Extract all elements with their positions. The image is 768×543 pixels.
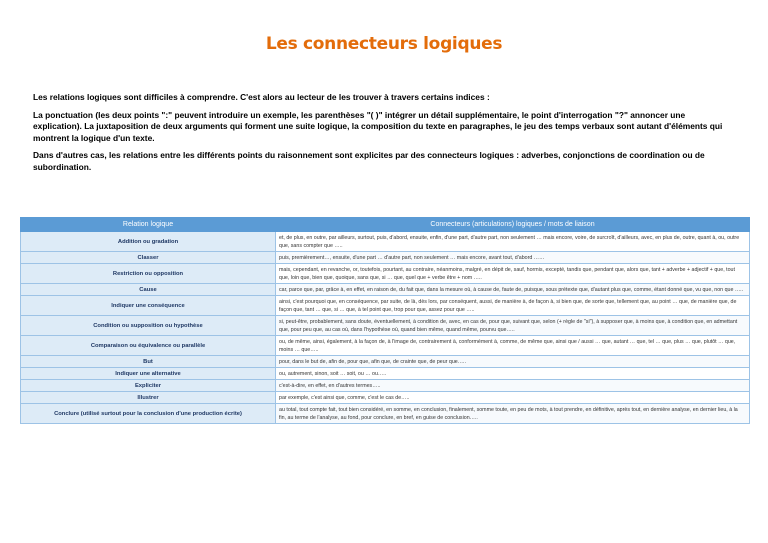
connectors-cell: puis, premièrement…, ensuite, d'une part … d'autre part, non seulement … mais encore, avant tout, d'abord …… — [276, 252, 750, 264]
connectors-cell: par exemple, c'est ainsi que, comme, c'est le cas de….. — [276, 392, 750, 404]
relation-cell: Expliciter — [21, 380, 276, 392]
connectors-cell: c'est-à-dire, en effet, en d'autres termes….. — [276, 380, 750, 392]
table-row — [21, 356, 750, 368]
relation-cell: Indiquer une alternative — [21, 368, 276, 380]
connectors-cell: ou, autrement, sinon, soit … soit, ou … ou….. — [276, 368, 750, 380]
table-row — [21, 336, 750, 356]
connectors-cell: car, parce que, par, grâce à, en effet, en raison de, du fait que, dans la mesure où, à cause de, faute de, puisque, sous prétexte que, d'autant plus que, comme, étant donné que, vu que, non que ….. — [276, 284, 750, 296]
table-row — [21, 380, 750, 392]
table-row — [21, 368, 750, 380]
relation-cell: But — [21, 356, 276, 368]
relation-cell: Cause — [21, 284, 276, 296]
table-row — [21, 392, 750, 404]
connectors-cell: pour, dans le but de, afin de, pour que, afin que, de crainte que, de peur que….. — [276, 356, 750, 368]
table-row — [21, 232, 750, 252]
relation-cell: Addition ou gradation — [21, 232, 276, 252]
relation-cell: Illustrer — [21, 392, 276, 404]
page-title: Les connecteurs logiques — [265, 34, 503, 54]
connectors-cell: au total, tout compte fait, tout bien considéré, en somme, en conclusion, finalement, somme toute, en peu de mots, à tout prendre, en définitive, après tout, en dernière analyse, en dernier lieu, à la fin, au terme de l'analyse, au fond, pour conclure, en bref, en guise de conclusion….. — [276, 404, 750, 424]
intro-text — [33, 92, 733, 180]
relation-cell: Conclure (utilisé surtout pour la conclusion d'une production écrite) — [21, 404, 276, 424]
table-row — [21, 252, 750, 264]
relation-cell: Restriction ou opposition — [21, 264, 276, 284]
table-row — [21, 404, 750, 424]
header-relation: Relation logique — [21, 218, 276, 232]
relation-cell: Condition ou supposition ou hypothèse — [21, 316, 276, 336]
header-connectors: Connecteurs (articulations) logiques / mots de liaison — [276, 218, 750, 232]
connectors-cell: mais, cependant, en revanche, or, toutefois, pourtant, au contraire, néanmoins, malgré, en dépit de, sauf, hormis, excepté, tandis que, pendant que, alors que, tant + adverbe + adjectif + que, tout que, loin que, bien que, quoique, sans que, si … que, quel que + verbe être + nom ….. — [276, 264, 750, 284]
intro-paragraph-3: Dans d'autres cas, les relations entre les différents points du raisonnement sont explicites par des connecteurs logiques : adverbes, conjonctions de coordination ou de subordination. — [33, 150, 705, 172]
connectors-cell: ou, de même, ainsi, également, à la façon de, à l'image de, contrairement à, conformément à, comme, de même que, ainsi que / aussi … que, autant … que, tel … que, plus … que, plutôt … que, moins … que….. — [276, 336, 750, 356]
connectors-cell: ainsi, c'est pourquoi que, en conséquence, par suite, de là, dès lors, par conséquent, aussi, de manière à, de façon à, si bien que, de sorte que, tellement que, au point … que, de manière que, de façon que, tant … que, si … que, à tel point que, trop pour que, assez pour que ….. — [276, 296, 750, 316]
intro-paragraph-2: La ponctuation (les deux points ":" peuvent introduire un exemple, les parenthèses "( )" intégrer un détail supplémentaire, le point d'interrogation "?" annoncer une explication). La juxtaposition de deux arguments qui forment une suite logique, la composition du texte en paragraphes, le jeu des temps verbaux sont autant d'éléments qui montrent la logique d'un texte. — [33, 109, 723, 143]
connectors-table — [20, 217, 750, 424]
relation-cell: Classer — [21, 252, 276, 264]
connectors-cell: si, peut-être, probablement, sans doute, éventuellement, à condition de, avec, en cas de, pour que, suivant que, selon (+ règle de "si"), à supposer que, à moins que, à condition que, en admettant que, pour peu que, au cas où, dans l'hypothèse où, quand bien même, quand même, pourvu que….. — [276, 316, 750, 336]
intro-paragraph-1: Les relations logiques sont difficiles à comprendre. C'est alors au lecteur de les trouver à travers certains indices : — [33, 92, 490, 102]
table-header-row — [21, 218, 750, 232]
table-row — [21, 284, 750, 296]
table-row — [21, 296, 750, 316]
table-row — [21, 264, 750, 284]
relation-cell: Comparaison ou équivalence ou parallèle — [21, 336, 276, 356]
connectors-cell: et, de plus, en outre, par ailleurs, surtout, puis, d'abord, ensuite, enfin, d'une part, d'autre part, non seulement … mais encore, voire, de surcroît, d'ailleurs, avec, en plus de, outre, quant à, ou, outre que, sans compter que ….. — [276, 232, 750, 252]
relation-cell: Indiquer une conséquence — [21, 296, 276, 316]
table-row — [21, 316, 750, 336]
